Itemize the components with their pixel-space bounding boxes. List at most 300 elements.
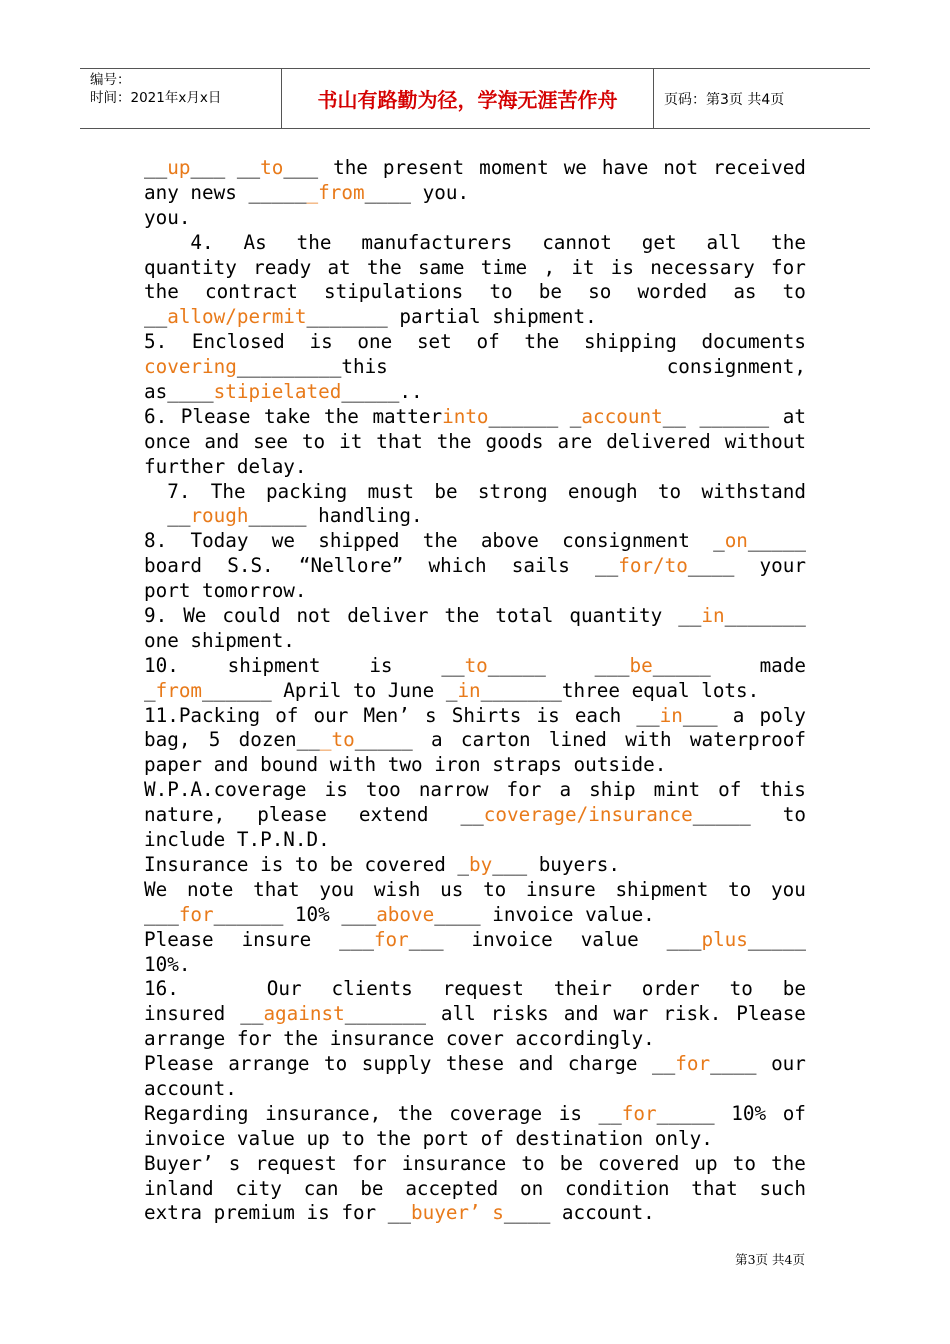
line-text: same <box>418 255 465 279</box>
answer-text: covering <box>144 355 237 379</box>
word-group <box>559 1102 582 1127</box>
line-text: ______ _ <box>488 404 582 428</box>
line-text: of <box>782 1101 806 1125</box>
line-text: Buyer’ <box>144 1151 214 1175</box>
line-text: ______ <box>699 404 770 428</box>
line-text: once <box>144 429 191 453</box>
answer-text: allow/permit <box>167 305 307 329</box>
word-group <box>299 554 403 579</box>
word-group <box>253 878 299 903</box>
word-group <box>441 1002 476 1027</box>
line-text: at <box>327 255 351 279</box>
word-group <box>783 280 806 305</box>
text-line <box>144 1077 806 1102</box>
word-group <box>144 280 179 305</box>
text-line <box>144 504 806 529</box>
word-group <box>222 604 280 629</box>
word-group <box>652 1052 756 1077</box>
word-group <box>204 430 239 455</box>
word-group <box>512 554 570 579</box>
word-group <box>144 1052 214 1077</box>
word-group <box>144 728 190 753</box>
line-text: _______three equal lots. <box>480 678 760 702</box>
line-text: ____ invoice value. <box>434 902 655 926</box>
line-text: 11.Packing <box>144 703 261 727</box>
line-text: that <box>691 1176 738 1200</box>
line-text: lined <box>548 728 607 752</box>
text-line <box>144 579 806 604</box>
text-line <box>144 778 806 803</box>
line-text: to <box>657 479 682 503</box>
line-text: your <box>759 554 806 578</box>
line-text: __ <box>240 1002 264 1026</box>
word-group <box>602 156 648 181</box>
word-group <box>144 1002 225 1027</box>
word-group <box>229 1152 241 1177</box>
date-label: 时间：2021年x月x日 <box>90 90 222 106</box>
word-group <box>667 928 806 953</box>
answer-text: by <box>469 852 493 876</box>
word-group <box>253 430 288 455</box>
text-line <box>144 828 806 853</box>
line-text: S.S. <box>227 554 274 578</box>
word-group <box>374 878 420 903</box>
word-group <box>297 231 332 256</box>
line-text: _____ <box>747 927 806 951</box>
line-text: delivered <box>606 429 711 453</box>
word-group <box>691 1177 737 1202</box>
line-text: is <box>536 703 560 727</box>
line-text: made <box>759 653 806 677</box>
word-group <box>144 878 167 903</box>
line-text: We <box>144 877 168 901</box>
line-text: account. <box>144 1076 237 1100</box>
line-text: consignment, <box>666 355 806 379</box>
word-group <box>190 529 248 554</box>
word-group <box>144 480 190 505</box>
line-text: to <box>729 977 753 1001</box>
line-text: deliver <box>347 604 429 628</box>
line-text: up <box>694 1151 718 1175</box>
word-group <box>783 803 806 828</box>
line-text: quantity <box>569 604 663 628</box>
word-group <box>483 878 506 903</box>
word-group <box>324 280 463 305</box>
word-group <box>405 1177 498 1202</box>
line-text: the <box>333 156 368 179</box>
text-line <box>144 803 806 828</box>
word-group <box>760 1177 806 1202</box>
line-text: arrange for the insurance cover accordingly. <box>144 1027 655 1051</box>
word-group <box>360 1177 383 1202</box>
line-text: We <box>183 604 207 628</box>
word-group <box>264 405 310 430</box>
answer-text: from <box>155 678 203 702</box>
line-text: __ <box>598 1101 622 1125</box>
word-group <box>205 280 298 305</box>
word-group <box>611 256 634 281</box>
line-text: ___ __ <box>190 156 261 179</box>
word-group <box>760 654 806 679</box>
text-line <box>144 903 806 928</box>
line-text: shipment <box>615 877 709 901</box>
line-text: to <box>732 1151 756 1175</box>
word-group <box>472 928 553 953</box>
answer-text: in <box>457 678 481 702</box>
word-group <box>771 231 806 256</box>
word-group <box>663 1002 721 1027</box>
text-line <box>144 928 806 953</box>
word-group <box>325 778 348 803</box>
line-text: must <box>367 479 414 503</box>
word-group <box>731 1102 766 1127</box>
line-text: a <box>559 778 572 802</box>
line-text: goods <box>485 429 544 453</box>
word-group <box>209 977 302 1002</box>
word-group <box>760 554 806 579</box>
line-text: __ <box>460 803 484 827</box>
line-text: worded <box>637 280 708 304</box>
word-group <box>359 803 429 828</box>
answer-text: in <box>701 604 725 628</box>
word-group <box>275 704 298 729</box>
answer-text: on <box>724 529 748 553</box>
line-text: _____ <box>656 1101 715 1125</box>
line-text: is <box>309 330 333 354</box>
word-group <box>733 1152 756 1177</box>
word-group <box>192 330 285 355</box>
line-text: stipulations <box>323 280 464 304</box>
text-line <box>144 654 806 679</box>
line-text: as <box>733 280 757 304</box>
text-line <box>144 455 806 480</box>
line-text: be <box>434 479 458 503</box>
line-text: 6. <box>144 404 168 428</box>
line-text: to <box>521 1151 545 1175</box>
word-group <box>441 654 545 679</box>
line-text: further delay. <box>144 454 307 478</box>
line-text: be <box>360 1176 384 1200</box>
word-group <box>642 231 677 256</box>
word-group <box>562 529 690 554</box>
answer-text: _to <box>319 728 355 752</box>
line-text: ___ buyers. <box>492 852 620 876</box>
line-text: city <box>235 1176 282 1200</box>
line-text: each <box>574 703 622 727</box>
line-text: shipping <box>583 330 677 354</box>
word-group <box>333 156 368 181</box>
line-text: these <box>445 1052 504 1076</box>
line-text: extend <box>358 803 429 827</box>
word-group <box>211 480 246 505</box>
word-group <box>519 1052 554 1077</box>
text-line <box>144 305 806 330</box>
line-text: _____ <box>354 728 413 752</box>
line-text: ____ <box>687 554 735 578</box>
line-text: risks <box>490 1002 549 1026</box>
word-group <box>718 778 741 803</box>
word-group <box>361 231 512 256</box>
line-text: 8. <box>144 529 168 553</box>
line-text: ___ <box>594 653 630 677</box>
word-group <box>181 405 251 430</box>
header-page-info: 页码：第3页 共4页 <box>664 91 785 108</box>
line-text: inland <box>144 1176 214 1200</box>
line-text: cannot <box>542 230 612 254</box>
word-group <box>209 728 221 753</box>
line-text: and <box>518 1052 554 1076</box>
answer-text: buyer’ s <box>411 1201 504 1225</box>
word-group <box>347 604 428 629</box>
line-text: ___ <box>666 927 702 951</box>
word-group <box>144 529 167 554</box>
line-text: the <box>324 404 359 428</box>
line-text: _____.. <box>341 380 423 404</box>
word-group <box>144 1177 214 1202</box>
word-group <box>542 231 612 256</box>
text-line <box>144 480 806 505</box>
word-group <box>144 778 307 803</box>
answer-text: coverage/insurance <box>483 803 693 827</box>
word-group <box>319 878 354 903</box>
word-group <box>526 878 596 903</box>
word-group <box>479 156 549 181</box>
line-text: a <box>431 728 443 752</box>
line-text: __ <box>678 604 702 628</box>
word-group <box>520 1177 543 1202</box>
word-group <box>491 1002 549 1027</box>
answer-text: stipielated <box>213 380 342 404</box>
word-group <box>699 405 769 430</box>
line-text: we <box>563 156 587 179</box>
line-text: __ <box>652 1052 676 1076</box>
line-text: shipment <box>227 653 321 677</box>
line-text: please <box>257 803 327 827</box>
word-group <box>423 529 458 554</box>
word-group <box>461 728 531 753</box>
word-group <box>733 704 745 729</box>
word-group <box>485 430 543 455</box>
word-group <box>771 1152 806 1177</box>
line-text: can <box>303 1176 339 1200</box>
line-text: wish <box>373 877 421 901</box>
line-text: Please <box>180 404 251 428</box>
word-group <box>339 430 362 455</box>
line-text: enough <box>567 479 638 503</box>
word-group <box>613 1002 648 1027</box>
line-text: Our <box>208 977 302 1001</box>
line-text: __ <box>144 156 168 179</box>
word-group <box>713 529 806 554</box>
line-text: _____ <box>692 803 751 827</box>
word-group <box>554 977 612 1002</box>
line-text: W.P.A.coverage <box>144 778 307 802</box>
word-group <box>144 1102 248 1127</box>
line-text: mint <box>653 778 701 802</box>
word-group <box>598 1152 679 1177</box>
line-text: include T.P.N.D. <box>144 828 330 852</box>
word-group <box>144 928 214 953</box>
line-text: invoice <box>471 927 553 951</box>
word-group <box>733 280 756 305</box>
line-text: be <box>782 977 806 1001</box>
line-text: the <box>436 429 472 453</box>
word-group <box>331 977 412 1002</box>
line-text: take <box>264 404 311 428</box>
line-text: _____ <box>487 653 546 677</box>
line-text: __ <box>595 554 619 578</box>
word-group <box>521 1152 544 1177</box>
word-group <box>783 977 806 1002</box>
line-text: this <box>759 778 806 802</box>
line-text: have <box>601 156 649 179</box>
line-text: to <box>483 877 507 901</box>
line-text: _____ <box>747 529 806 553</box>
line-text: Regarding <box>144 1101 249 1125</box>
word-group <box>228 1052 309 1077</box>
line-text: covered <box>598 1151 680 1175</box>
line-text: nature, <box>144 803 226 827</box>
word-group <box>296 604 331 629</box>
word-group <box>434 480 457 505</box>
line-text: accepted <box>405 1176 499 1200</box>
word-group <box>452 704 522 729</box>
word-group <box>564 1002 599 1027</box>
word-group <box>257 803 327 828</box>
line-text: ___ <box>283 156 319 179</box>
line-text: at <box>782 404 806 428</box>
line-text: 16. <box>144 977 179 1001</box>
word-group <box>440 878 463 903</box>
word-group <box>310 330 333 355</box>
word-group <box>638 280 708 305</box>
word-group <box>242 928 312 953</box>
line-text: that <box>376 429 423 453</box>
word-group <box>713 156 806 181</box>
word-group <box>654 778 700 803</box>
line-text: Enclosed <box>191 330 285 354</box>
word-group <box>144 554 202 579</box>
word-group <box>352 1152 387 1177</box>
line-text: ____ you. <box>364 180 470 204</box>
line-text: documents <box>701 330 806 354</box>
word-group <box>588 280 611 305</box>
word-group <box>663 156 698 181</box>
word-group <box>615 878 708 903</box>
word-group <box>783 405 806 430</box>
line-text: and <box>563 1002 599 1026</box>
line-text: the <box>397 1101 433 1125</box>
line-text: the <box>771 230 806 254</box>
word-group <box>524 330 559 355</box>
line-text: the <box>422 529 458 553</box>
word-group <box>476 330 499 355</box>
answer-text: for <box>621 1101 657 1125</box>
line-text: and <box>204 429 240 453</box>
line-text: __ <box>144 504 191 528</box>
line-text: request <box>255 1151 337 1175</box>
word-group <box>318 529 399 554</box>
word-group <box>443 977 524 1002</box>
line-text: ___ <box>408 927 444 951</box>
line-text: without <box>724 429 806 453</box>
line-text: __ <box>662 404 686 428</box>
answer-text: for <box>373 927 409 951</box>
word-group <box>559 778 571 803</box>
word-group <box>314 704 349 729</box>
line-text: could <box>222 604 281 628</box>
line-text: 4. <box>144 230 214 254</box>
word-group <box>571 256 594 281</box>
header-meta <box>80 69 282 128</box>
word-group <box>581 928 639 953</box>
word-group <box>575 704 621 729</box>
text-line <box>144 1201 806 1226</box>
word-group <box>265 1102 381 1127</box>
word-group <box>783 1102 806 1127</box>
word-group <box>425 704 437 729</box>
line-text: we <box>271 529 295 553</box>
line-text: get <box>641 230 677 254</box>
word-group <box>461 803 751 828</box>
word-group <box>445 604 480 629</box>
word-group <box>565 1177 669 1202</box>
answer-text: in <box>659 703 683 727</box>
line-text: charge <box>567 1052 638 1076</box>
line-text: bag, <box>144 728 191 752</box>
word-group <box>239 728 413 753</box>
line-text: of <box>718 778 742 802</box>
line-text: to <box>782 803 806 827</box>
answer-text: _from <box>306 180 365 204</box>
line-text: condition <box>565 1176 670 1200</box>
text-line <box>144 1152 806 1177</box>
word-group <box>568 1052 638 1077</box>
line-text: are <box>557 429 593 453</box>
word-group <box>595 654 711 679</box>
line-text: invoice value up to the port of destination only. <box>144 1126 713 1150</box>
line-text: Please <box>144 1052 214 1076</box>
text-line <box>144 629 806 654</box>
line-text: paper and bound with two iron straps outside. <box>144 753 667 777</box>
line-text: insured <box>144 1002 226 1026</box>
line-text: insure <box>241 927 312 951</box>
line-text: waterproof <box>689 728 806 752</box>
word-group <box>144 355 388 380</box>
text-line <box>144 1027 806 1052</box>
page-footer: 第3页 共4页 <box>735 1252 805 1267</box>
line-text: risk. <box>663 1002 722 1026</box>
line-text: ___ <box>144 902 179 926</box>
line-text: note <box>186 877 234 901</box>
word-group <box>366 778 401 803</box>
word-group <box>228 654 321 679</box>
line-text: the <box>366 255 402 279</box>
word-group <box>339 928 443 953</box>
line-text: ______ April to June _ <box>202 678 458 702</box>
word-group <box>625 728 671 753</box>
exercise-text <box>144 156 806 1226</box>
word-group <box>495 604 553 629</box>
word-group <box>658 480 681 505</box>
line-text: Men’ <box>363 703 410 727</box>
word-group <box>144 405 167 430</box>
line-text: _______ <box>344 1002 426 1026</box>
line-text: Please <box>144 927 214 951</box>
text-line <box>144 405 806 430</box>
answer-text: plus <box>701 927 748 951</box>
line-text: 10. <box>144 653 179 677</box>
